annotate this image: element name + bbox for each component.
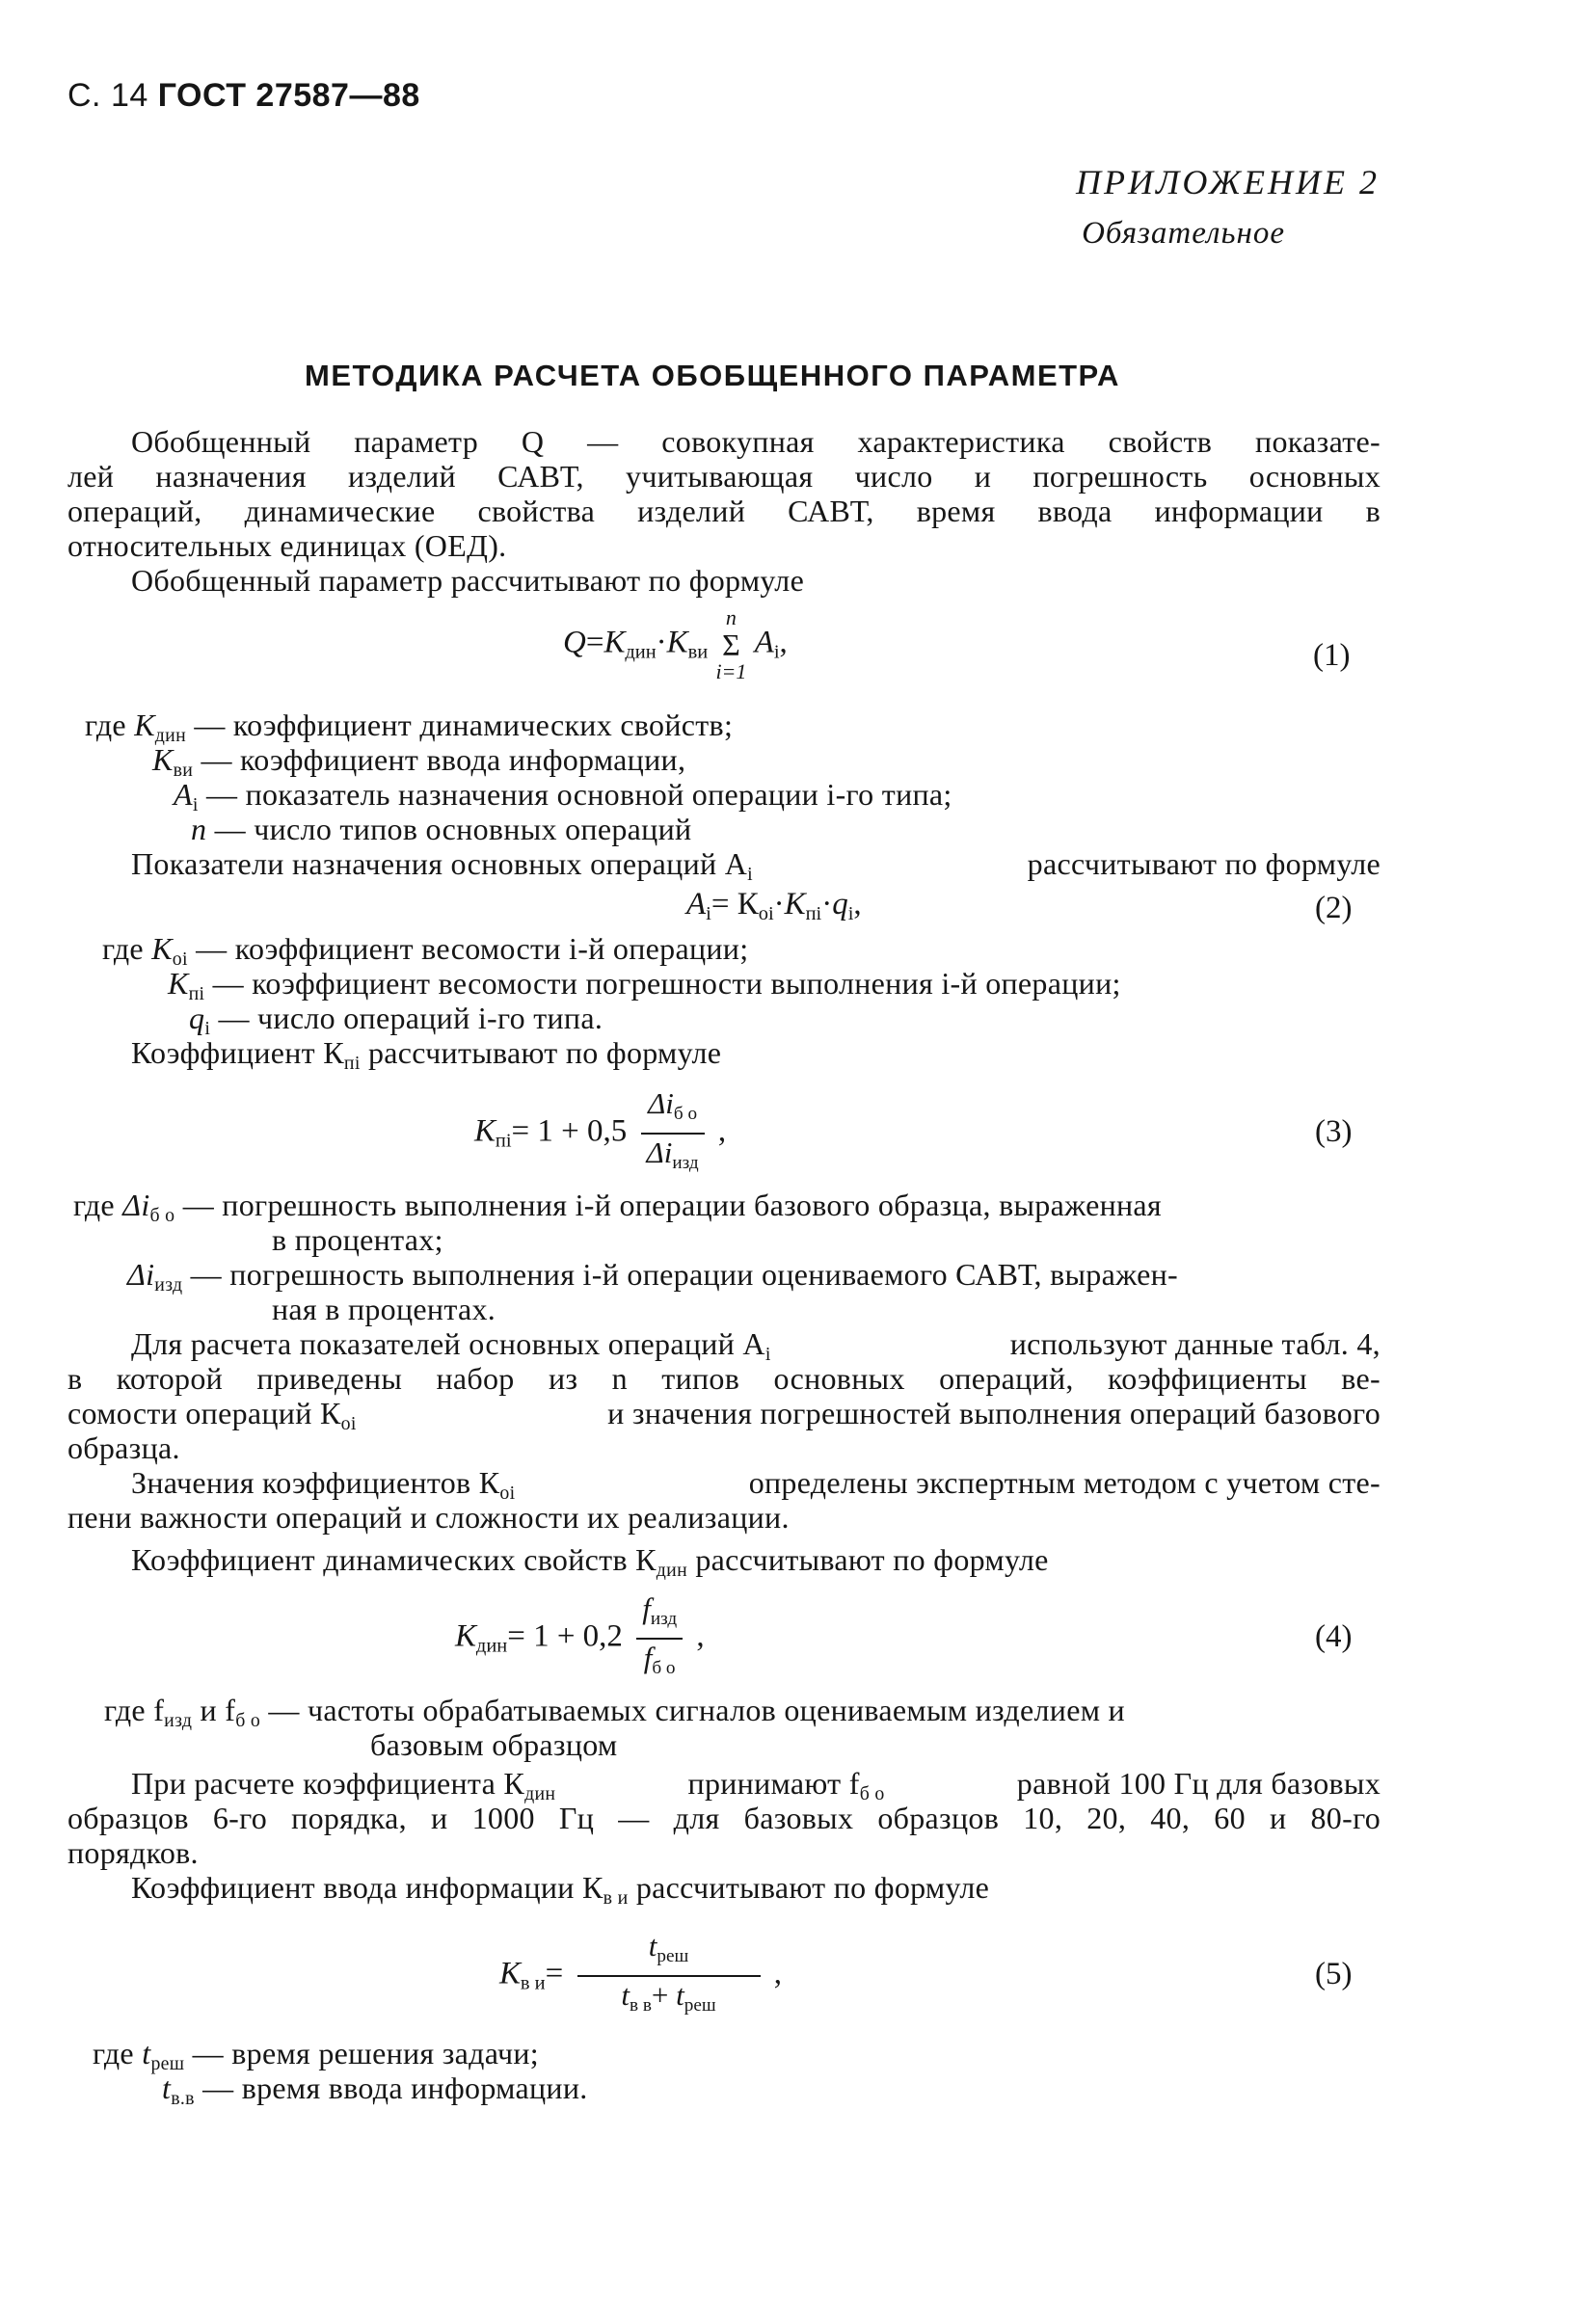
formula-2: $A_i= К_{оi}\cdot К_{пi}\cdot q_i$, — [686, 887, 862, 924]
text: определены экспертным методом с учетом сте- — [748, 1465, 1381, 1500]
where-text: — погрешность выполнения i-й операции базового образца, выраженная — [182, 1188, 1162, 1222]
frac-den-sub: б о — [652, 1658, 676, 1678]
where-sub: оi — [172, 948, 188, 970]
text: рассчитывают по формуле — [367, 1035, 722, 1070]
where-sub: i — [204, 1018, 211, 1039]
p6-line-2-wrap — [67, 1801, 1381, 1836]
p6-line-3: порядков. — [67, 1835, 199, 1870]
where-text: — коэффициент ввода информации, — [201, 742, 686, 777]
where-symbol: К — [168, 966, 189, 1001]
where-prefix: где — [85, 708, 126, 742]
text: сомости операций К — [67, 1396, 341, 1430]
page-title: МЕТОДИКА РАСЧЕТА ОБОБЩЕННОГО ПАРАМЕТРА — [305, 359, 1120, 392]
frac-num: Δi — [648, 1086, 674, 1120]
formula-5-lhs: К — [499, 1956, 521, 1991]
sum-bottom: i=1 — [715, 659, 747, 683]
p6-line-1: При расчете коэффициента $К_{дин}$ принимают $f_{б о}$ равной 100 Гц для базовых — [131, 1766, 1381, 1804]
frac-num: t — [648, 1929, 657, 1963]
frac-den-sub: реш — [684, 1995, 716, 2016]
where-text: — число типов основных операций — [214, 812, 692, 846]
formula-3-number: (3) — [1315, 1114, 1353, 1149]
where-sub: б о — [149, 1205, 175, 1226]
where-symbol: К — [134, 708, 155, 742]
formula-4-fraction — [636, 1590, 683, 1687]
page-header — [67, 77, 420, 115]
where1-row-3 — [174, 777, 952, 816]
where-sub: i — [192, 794, 199, 815]
sub: изд — [164, 1710, 193, 1731]
p4-line-2: пени важности операций и сложности их реализации. — [67, 1500, 790, 1535]
formula-2-number: (2) — [1315, 891, 1353, 925]
where-sub: изд — [154, 1274, 183, 1296]
where-text: — число операций i-го типа. — [218, 1001, 603, 1035]
where-text: — коэффициент весомости погрешности выполнения i-й операции; — [212, 966, 1121, 1001]
frac-den-sub: в в — [629, 1995, 652, 2016]
sub: пi — [343, 1053, 361, 1074]
formula-1-a: A — [754, 625, 774, 660]
standard-code: ГОСТ 27587—88 — [157, 77, 420, 114]
p3-line-4: образца. — [67, 1430, 180, 1465]
where4-row-1 — [104, 1693, 1125, 1732]
formula-3: $К_{пi}= 1 + 0,5$ $\frac{\Delta i_{б о}}{\Delta i_{изд}}$ , — [474, 1085, 726, 1182]
frac-den: t — [676, 1978, 684, 2012]
where-prefix: где — [73, 1188, 115, 1222]
text: Коэффициент динамических свойств К — [131, 1542, 657, 1577]
text: Показатели назначения основных операций A — [131, 846, 748, 881]
formula-1-k-vi-sub: ви — [687, 641, 709, 663]
where-symbol: Δi — [127, 1257, 155, 1292]
text: рассчитывают по формуле — [1027, 846, 1381, 881]
where5-row-1 — [93, 2036, 539, 2075]
frac-den: f — [643, 1641, 653, 1674]
where3-row-1-cont: в процентах; — [272, 1222, 443, 1257]
frac-num: f — [642, 1591, 651, 1625]
where2-row-2 — [168, 966, 1121, 1005]
text: и f — [192, 1693, 236, 1727]
p5 — [131, 1542, 1049, 1582]
intro-line-4: относительных единицах (ОЕД). — [67, 528, 507, 563]
formula-4-number: (4) — [1315, 1619, 1353, 1654]
frac-num-sub: реш — [657, 1946, 689, 1966]
text: используют данные табл. 4, — [1009, 1326, 1381, 1361]
where-symbol: A — [174, 777, 193, 812]
frac-den: t — [621, 1978, 630, 2012]
where-symbol: q — [189, 1001, 205, 1035]
where-sub: реш — [150, 2053, 185, 2074]
indicators-paragraph — [131, 846, 1381, 886]
where-symbol: К — [152, 742, 174, 777]
sub: i — [747, 864, 753, 885]
intro-line-1: Обобщенный параметр Q — совокупная характеристика свойств показате- — [131, 424, 1381, 459]
where1-row-4 — [191, 812, 691, 847]
where-prefix: где — [102, 931, 144, 966]
text: При расчете коэффициента К — [131, 1766, 525, 1801]
formula-3-fraction — [641, 1085, 705, 1182]
where-text: — коэффициент динамических свойств; — [194, 708, 734, 742]
p7 — [131, 1870, 989, 1910]
frac-num-sub: изд — [650, 1609, 678, 1629]
where-sub: в.в — [171, 2088, 195, 2109]
intro-line-3: операций, динамические свойства изделий САВТ, время ввода информации в — [67, 494, 1381, 528]
where-symbol: К — [151, 931, 173, 966]
text: и значения погрешностей выполнения операций базового — [607, 1396, 1381, 1430]
kp-paragraph — [131, 1035, 721, 1075]
intro-line-2: лей назначения изделий САВТ, учитывающая число и погрешность основных — [67, 459, 1381, 494]
p3-line-1: Для расчета показателей основных операций $A_i$ используют данные табл. 4, — [131, 1326, 1381, 1365]
where-symbol: Δi — [122, 1188, 150, 1222]
text: Значения коэффициентов К — [131, 1465, 500, 1500]
p6-line-2: образцов 6-го порядка, и 1000 Гц — для базовых образцов 10, 20, 40, 60 и 80-го — [67, 1801, 1381, 1835]
intro-line-3-wrap — [67, 494, 1381, 529]
sum-top: n — [725, 605, 737, 629]
p4-line-1: Значения коэффициентов $К_{оi}$ определены экспертным методом с учетом сте- — [131, 1465, 1381, 1504]
text: где f — [104, 1693, 165, 1727]
formula-5-fraction: $\frac{t_{реш}}{t_{в в}+ t_{реш}}$ — [577, 1928, 761, 2024]
where3-row-2-cont: ная в процентах. — [272, 1292, 496, 1326]
appendix-status: Обязательное — [1082, 216, 1285, 251]
text: Коэффициент К — [131, 1035, 344, 1070]
where-text: — время ввода информации. — [202, 2070, 588, 2105]
where-symbol: t — [142, 2036, 151, 2070]
frac-den: Δi — [646, 1135, 673, 1169]
text: рассчитывают по формуле — [695, 1542, 1049, 1577]
text: Коэффициент ввода информации К — [131, 1870, 603, 1905]
formula-4: $К_{дин}= 1 + 0,2$ $\frac{f_{изд}}{f_{б о}}$ , — [455, 1590, 705, 1687]
formula-4-lhs: К — [455, 1618, 476, 1654]
formula-1: $Q=К_{дин}\cdot К_{ви}$ n Σ i=1 $A_i$, — [563, 605, 788, 683]
where-text: — показатель назначения основной операции i-го типа; — [205, 777, 952, 812]
formula-1-k-vi: К — [666, 625, 688, 660]
sub: дин — [656, 1560, 688, 1581]
text: Для расчета показателей основных операций A — [131, 1326, 765, 1361]
intro-paragraph — [67, 424, 1381, 460]
formula-5: $К_{в и}=$ $\frac{t_{реш}}{t_{в в}+ t_{реш}}$ , — [499, 1928, 782, 2024]
where-sub: дин — [154, 725, 187, 746]
formula-1-a-sub: i — [773, 641, 780, 663]
where-text: — время решения задачи; — [192, 2036, 539, 2070]
where-text: — коэффициент весомости i-й операции; — [196, 931, 749, 966]
frac-num-sub: б о — [673, 1104, 698, 1124]
where-sub: пi — [188, 983, 205, 1004]
formula-2-text: = К — [711, 887, 759, 922]
intro-line-2-wrap — [67, 459, 1381, 494]
text: — частоты обрабатываемых сигналов оцениваемым изделием и — [268, 1693, 1125, 1727]
formula-3-rhs: = 1 + 0,5 — [511, 1113, 628, 1149]
formula-1-number: (1) — [1313, 638, 1351, 673]
where-symbol: t — [162, 2070, 172, 2105]
formula-1-k-din: К — [603, 625, 626, 660]
frac-den-sub: изд — [672, 1153, 699, 1173]
where2-row-3 — [189, 1001, 603, 1040]
formula-4-rhs: = 1 + 0,2 — [507, 1618, 623, 1654]
formula-1-k-din-sub: дин — [625, 641, 657, 663]
p3-line-2-wrap — [67, 1361, 1381, 1397]
sub: б о — [235, 1710, 261, 1731]
formula-5-number: (5) — [1315, 1957, 1353, 1991]
where1-row-1 — [85, 708, 733, 747]
where3-row-1 — [73, 1188, 1384, 1227]
formula-4-lhs-sub: дин — [475, 1635, 508, 1657]
intro-paragraph-2: Обобщенный параметр рассчитывают по формуле — [131, 563, 805, 598]
where1-row-2 — [152, 742, 685, 782]
p3-line-2: в которой приведены набор из n типов основных операций, коэффициенты ве- — [67, 1361, 1381, 1396]
formula-3-lhs: К — [474, 1113, 496, 1149]
where-sub: ви — [173, 760, 194, 781]
appendix-label: ПРИЛОЖЕНИЕ 2 — [1076, 163, 1380, 201]
formula-1-q: Q — [563, 625, 586, 660]
where2-row-1 — [102, 931, 748, 971]
formula-5-lhs-sub: в и — [520, 1972, 546, 1994]
text: принимают f — [687, 1766, 860, 1801]
page-number: С. 14 — [67, 77, 148, 114]
where4-row-1-cont: базовым образцом — [370, 1727, 618, 1762]
where-prefix: где — [93, 2036, 134, 2070]
where5-row-2 — [162, 2070, 588, 2110]
text: рассчитывают по формуле — [635, 1870, 990, 1905]
where-text: — погрешность выполнения i-й операции оцениваемого САВТ, выражен- — [190, 1257, 1178, 1292]
text: равной 100 Гц для базовых — [1016, 1766, 1381, 1801]
p3-line-3: сомости операций $К_{оi}$ и значения погрешностей выполнения операций базового — [67, 1396, 1381, 1434]
where3-row-2 — [127, 1257, 1178, 1296]
formula-3-lhs-sub: пi — [495, 1130, 512, 1152]
where-symbol: n — [191, 812, 207, 846]
sub: в и — [603, 1887, 629, 1909]
sum-symbol: n Σ i=1 — [715, 605, 747, 683]
